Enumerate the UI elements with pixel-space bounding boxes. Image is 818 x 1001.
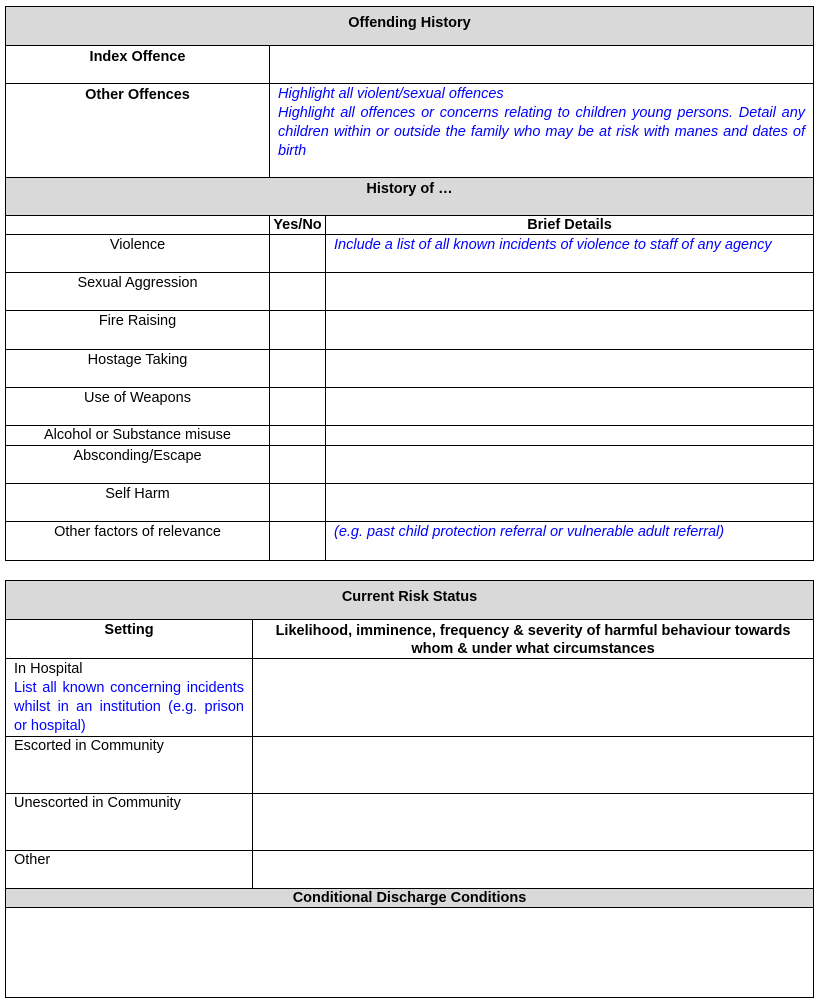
history-row-yesno[interactable] [270, 522, 326, 561]
offending-history-title: Offending History [6, 7, 814, 46]
history-row-detail[interactable] [326, 311, 814, 350]
risk-row-detail[interactable] [253, 794, 814, 851]
history-row-yesno[interactable] [270, 426, 326, 446]
conditional-discharge-content[interactable] [6, 908, 814, 998]
history-row-detail[interactable]: Include a list of all known incidents of violence to staff of any agency [326, 235, 814, 273]
history-row-yesno[interactable] [270, 484, 326, 522]
history-row-yesno[interactable] [270, 273, 326, 311]
history-row-detail[interactable] [326, 426, 814, 446]
risk-row-label: Escorted in Community [14, 738, 164, 754]
history-row-detail[interactable]: (e.g. past child protection referral or vulnerable adult referral) [326, 522, 814, 561]
current-risk-table [5, 580, 814, 998]
offending-history-table [5, 6, 814, 561]
history-row-label: Alcohol or Substance misuse [6, 426, 270, 446]
history-row-yesno[interactable] [270, 446, 326, 484]
risk-row-setting [6, 851, 253, 889]
history-row-label: Absconding/Escape [6, 446, 270, 484]
risk-row-note: List all known concerning incidents whilst in an institution (e.g. prison or hospital) [14, 680, 244, 734]
index-offence-value[interactable] [270, 46, 814, 84]
risk-row-setting [6, 737, 253, 794]
col-brief-details: Brief Details [326, 216, 814, 235]
history-row-yesno[interactable] [270, 235, 326, 273]
history-of-title: History of … [6, 178, 814, 216]
history-row-label: Use of Weapons [6, 388, 270, 426]
index-offence-label: Index Offence [6, 46, 270, 84]
conditional-discharge-title: Conditional Discharge Conditions [6, 889, 814, 908]
history-row-detail[interactable] [326, 273, 814, 311]
history-row-label: Hostage Taking [6, 350, 270, 388]
risk-row-setting [6, 794, 253, 851]
risk-row-label: In Hospital [14, 661, 83, 677]
history-row-label: Self Harm [6, 484, 270, 522]
history-col-blank [6, 216, 270, 235]
history-row-label: Violence [6, 235, 270, 273]
history-row-label: Sexual Aggression [6, 273, 270, 311]
history-row-detail[interactable] [326, 446, 814, 484]
risk-row-detail[interactable] [253, 851, 814, 889]
history-row-detail[interactable] [326, 388, 814, 426]
history-row-yesno[interactable] [270, 311, 326, 350]
other-offences-label: Other Offences [6, 84, 270, 178]
current-risk-title: Current Risk Status [6, 581, 814, 620]
history-row-yesno[interactable] [270, 350, 326, 388]
risk-row-detail[interactable] [253, 737, 814, 794]
risk-row-setting [6, 659, 253, 737]
other-offences-note-1: Highlight all violent/sexual offences [278, 86, 504, 102]
history-row-yesno[interactable] [270, 388, 326, 426]
col-yes-no: Yes/No [270, 216, 326, 235]
col-setting: Setting [6, 620, 253, 659]
col-likelihood: Likelihood, imminence, frequency & severity of harmful behaviour towards whom & under what circumstances [253, 620, 814, 659]
other-offences-notes[interactable] [270, 84, 814, 178]
history-row-detail[interactable] [326, 350, 814, 388]
history-row-detail[interactable] [326, 484, 814, 522]
risk-row-detail[interactable] [253, 659, 814, 737]
history-row-label: Fire Raising [6, 311, 270, 350]
risk-row-label: Other [14, 852, 51, 868]
history-row-label: Other factors of relevance [6, 522, 270, 561]
risk-row-label: Unescorted in Community [14, 795, 181, 811]
other-offences-note-2: Highlight all offences or concerns relating to children young persons. Detail any children within or outside the family who may be at risk with manes and dates of birth [278, 105, 806, 159]
